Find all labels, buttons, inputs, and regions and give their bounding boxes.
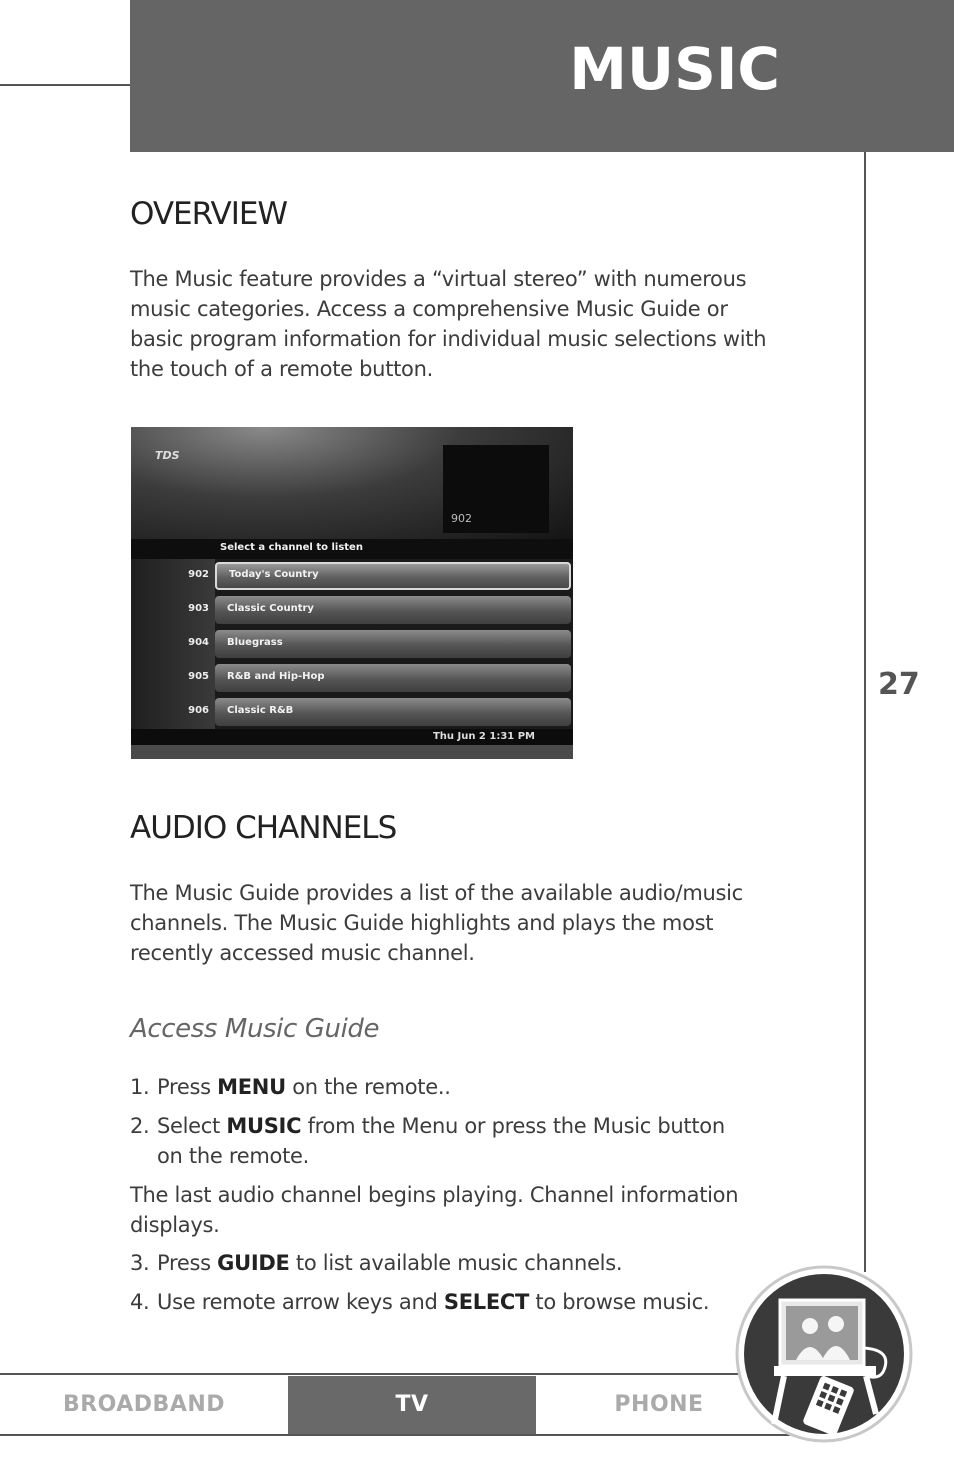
step-key: GUIDE [217,1251,290,1275]
channel-number: 903 [188,603,209,614]
overview-paragraph [130,264,790,384]
channel-row[interactable] [131,593,573,627]
tds-logo: TDS [155,449,180,462]
step-text: Use remote arrow keys and [157,1290,444,1314]
margin-rule [864,152,866,1272]
channel-number: 904 [188,637,209,648]
overview-heading: OVERVIEW [130,196,288,232]
step-item [130,1111,790,1171]
footer-rule-top [0,1373,790,1375]
tab-tv[interactable]: TV [288,1376,536,1434]
channel-number: 905 [188,671,209,682]
channel-bar[interactable] [215,630,571,658]
step-key: MUSIC [226,1114,302,1138]
music-guide-screenshot [131,427,573,759]
header-band [130,0,954,152]
channel-row[interactable] [131,695,573,729]
note-paragraph [130,1180,790,1240]
preview-window [443,445,549,533]
prompt-bar [131,539,573,559]
channel-name: Today's Country [229,569,319,580]
audio-line: channels. The Music Guide highlights and plays the most [130,911,714,935]
channel-bar-selected[interactable] [215,562,571,590]
audio-line: The Music Guide provides a list of the available audio/music [130,881,743,905]
page-number: 27 [878,667,920,702]
step-text: to list available music channels. [289,1251,623,1275]
step-text: to browse music. [529,1290,710,1314]
tab-broadband[interactable]: BROADBAND [0,1376,288,1434]
note-line: displays. [130,1213,220,1237]
access-guide-heading: Access Music Guide [130,1014,380,1044]
note-line: The last audio channel begins playing. Channel information [130,1183,739,1207]
overview-line: the touch of a remote button. [130,357,433,381]
step-number: 2. [130,1114,150,1138]
step-continuation: on the remote. [157,1144,309,1168]
step-text: on the remote.. [285,1075,451,1099]
step-text: Press [157,1075,218,1099]
main-content [130,196,790,384]
step-item [130,1287,790,1317]
step-number: 1. [130,1075,150,1099]
steps-list [130,1072,790,1317]
channel-row[interactable] [131,627,573,661]
channel-bar[interactable] [215,596,571,624]
step-text: Select [157,1114,227,1138]
overview-line: music categories. Access a comprehensive Music Guide or [130,297,728,321]
prompt-text: Select a channel to listen [220,542,363,553]
step-number: 3. [130,1251,150,1275]
preview-channel: 902 [451,512,472,525]
step-item [130,1072,790,1102]
step-key: MENU [217,1075,286,1099]
channel-bar[interactable] [215,698,571,726]
channel-name: Bluegrass [227,637,283,648]
audio-channels-section [130,810,790,1317]
audio-line: recently accessed music channel. [130,941,475,965]
overview-line: The Music feature provides a “virtual stereo” with numerous [130,267,747,291]
tab-phone[interactable]: PHONE [536,1376,782,1434]
channel-row[interactable] [131,661,573,695]
tv-section-icon [734,1264,914,1446]
audio-channels-paragraph [130,878,790,968]
overview-line: basic program information for individual music selections with [130,327,767,351]
step-item [130,1248,790,1278]
step-text: Press [157,1251,218,1275]
channel-bar[interactable] [215,664,571,692]
step-text: from the Menu or press the Music button [301,1114,725,1138]
header-rule [0,84,130,86]
footer-rule-bottom [0,1434,790,1436]
step-number: 4. [130,1290,150,1314]
screenshot-bottom-strip [131,745,573,759]
channel-row[interactable] [131,559,573,593]
channel-name: R&B and Hip-Hop [227,671,325,682]
channel-number: 902 [188,569,209,580]
channel-number: 906 [188,705,209,716]
channel-name: Classic Country [227,603,314,614]
screenshot-status-bar [131,729,573,745]
audio-channels-heading: AUDIO CHANNELS [130,810,397,846]
channel-name: Classic R&B [227,705,294,716]
clock: Thu Jun 2 1:31 PM [432,731,535,742]
page-title: MUSIC [569,35,780,103]
step-key: SELECT [443,1290,530,1314]
